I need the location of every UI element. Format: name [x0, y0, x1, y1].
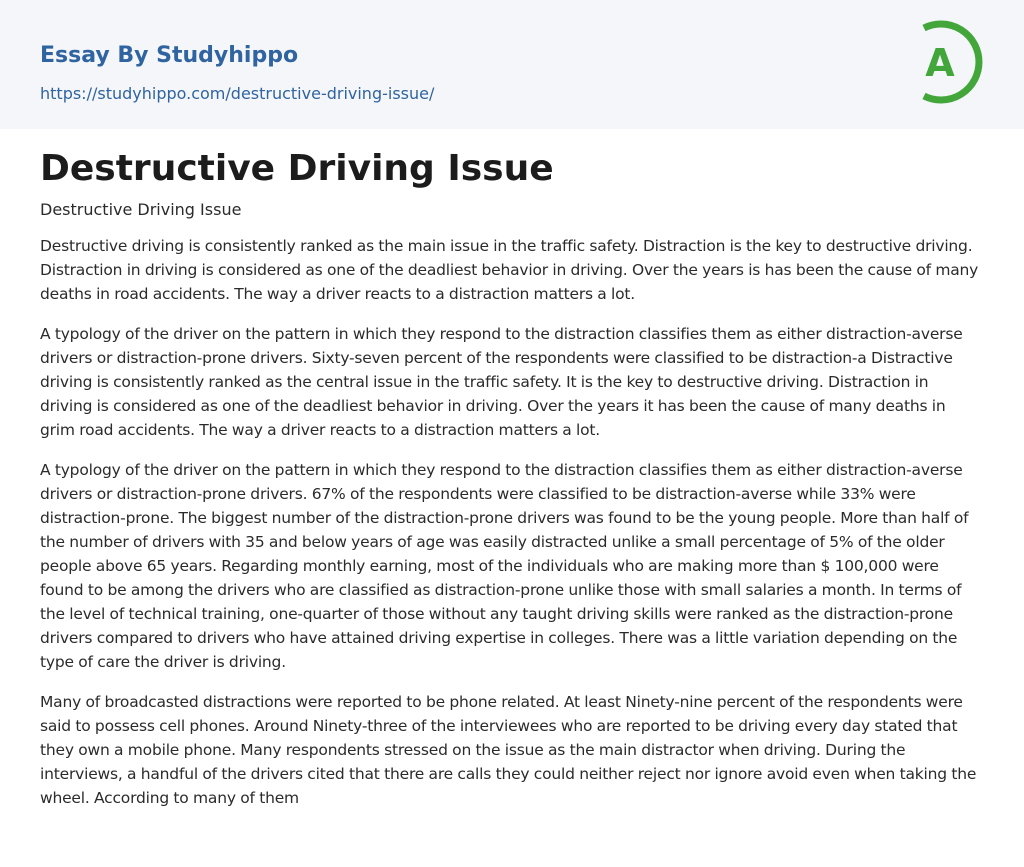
essay-paragraph: A typology of the driver on the pattern in which they respond to the distraction classifies them as either distraction-averse drivers or distraction-prone drivers. 67% of the respondents were classified to be distraction-averse while 33% were distraction-prone. The biggest number of the distraction-prone drivers was found to be the young people. More than half of the number of drivers with 35 and below years of age was easily distracted unlike a small percentage of 5% of the older people above 65 years. Regarding monthly earning, most of the individuals who are making more than $ 100,000 were found to be among the drivers who are classified as distraction-prone unlike those with small salaries a month. In terms of the level of technical training, one-quarter of those without any taught driving skills were ranked as the distraction-prone drivers compared to drivers who have attained driving expertise in colleges. There was a little variation depending on the type of care the driver is driving.: [40, 461, 969, 671]
brand-title[interactable]: Essay By Studyhippo: [40, 43, 299, 68]
essay-paragraph: Destructive driving is consistently ranked as the main issue in the traffic safety. Distraction is the key to destructive driving. Distraction in driving is considered as one of the deadliest behavior in driving. Over the years is has been the cause of many deaths in road accidents. The way a driver reacts to a distraction matters a lot.: [40, 237, 979, 303]
site-header: [0, 0, 1024, 129]
page-title: Destructive Driving Issue: [40, 148, 554, 189]
essay-paragraph: A typology of the driver on the pattern in which they respond to the distraction classifies them as either distraction-averse drivers or distraction-prone drivers. Sixty-seven percent of the respondents were classified to be distraction-a Distractive driving is consistently ranked as the central issue in the traffic safety. It is the key to destructive driving. Distraction in driving is considered as one of the deadliest behavior in driving. Over the years it has been the cause of many deaths in grim road accidents. The way a driver reacts to a distraction matters a lot.: [40, 325, 963, 439]
essay-paragraph: Many of broadcasted distractions were reported to be phone related. At least Ninety-nine percent of the respondents were said to possess cell phones. Around Ninety-three of the interviewees who are reported to be driving every day stated that they own a mobile phone. Many respondents stressed on the issue as the main distractor when driving. During the interviews, a handful of the drivers cited that there are calls they could neither reject nor ignore avoid even when taking the wheel. According to many of them: [40, 693, 977, 807]
essay-url-link[interactable]: https://studyhippo.com/destructive-driving-issue/: [40, 84, 435, 103]
studyhippo-logo-icon[interactable]: [906, 14, 990, 110]
essay-body: [40, 234, 984, 826]
logo-letter: A: [925, 41, 955, 85]
essay-subtitle: Destructive Driving Issue: [40, 200, 242, 219]
